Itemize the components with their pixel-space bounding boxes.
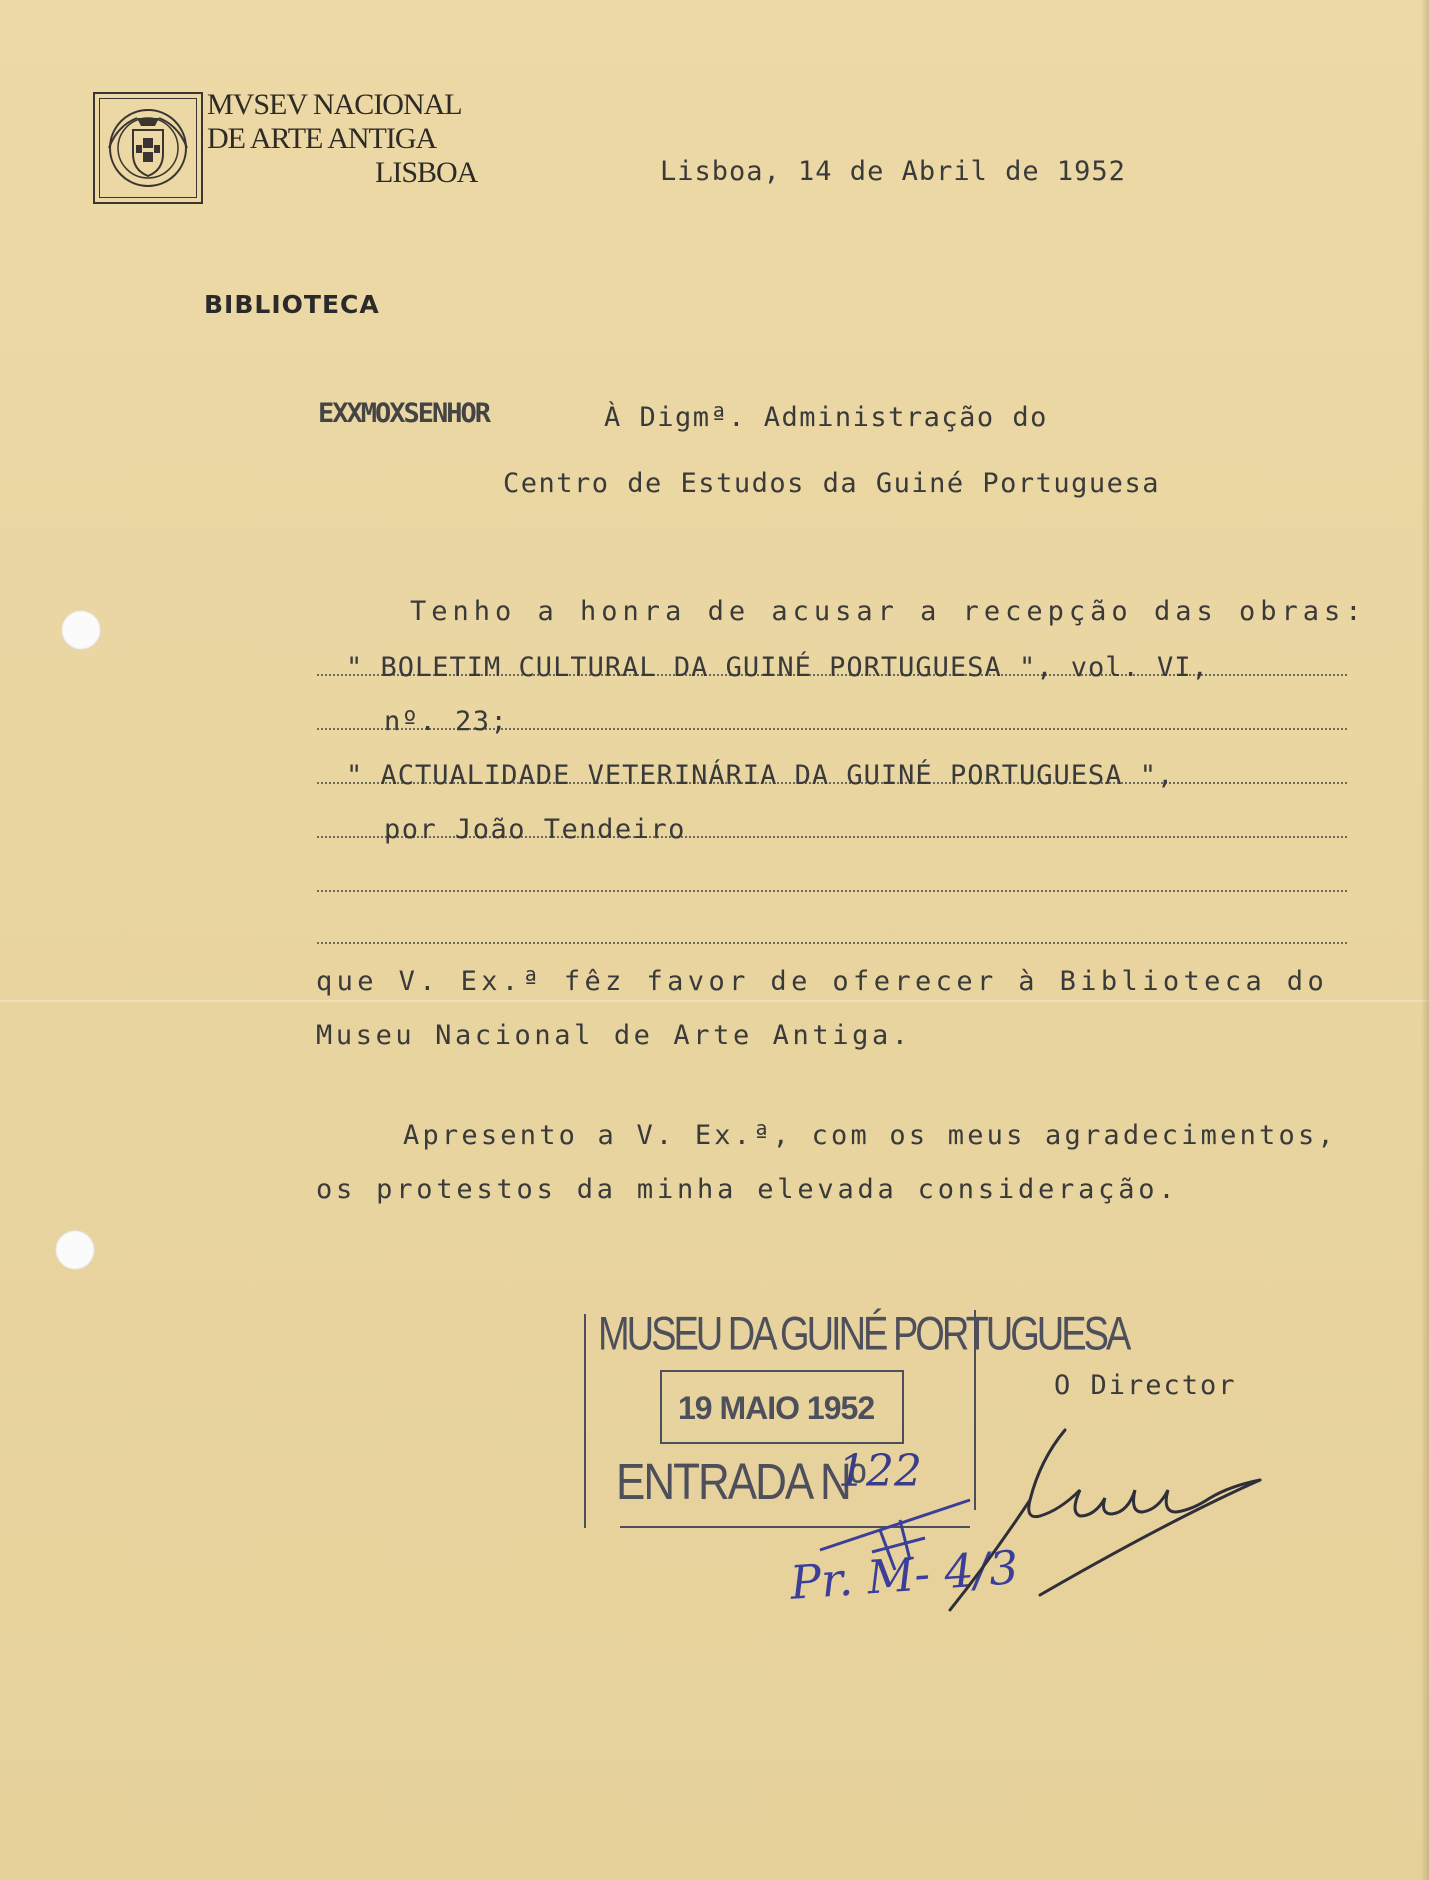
letterhead-line-2: DE ARTE ANTIGA bbox=[207, 122, 437, 155]
closing-1-line-b: Museu Nacional de Arte Antiga. bbox=[316, 1020, 912, 1051]
work-1-title: " BOLETIM CULTURAL DA GUINÉ PORTUGUESA ", vol. VI, bbox=[346, 652, 1209, 683]
dotted-line bbox=[317, 890, 1347, 892]
paper-edge-shadow bbox=[1421, 0, 1429, 1880]
stamp-entry-label: ENTRADA Nº bbox=[616, 1454, 864, 1511]
museum-letterhead bbox=[207, 88, 527, 190]
punch-hole-upper bbox=[61, 610, 101, 650]
signatory-title: O Director bbox=[1054, 1370, 1237, 1401]
punch-hole-lower bbox=[55, 1230, 95, 1270]
intro-text: Tenho a honra de acusar a recepção das obras: bbox=[410, 596, 1367, 627]
dotted-line bbox=[317, 942, 1347, 944]
letterhead-line-1: MVSEV NACIONAL bbox=[207, 88, 462, 121]
work-2-author: por João Tendeiro bbox=[384, 814, 686, 845]
addressee-line-1: À Digmª. Administração do bbox=[604, 402, 1048, 433]
closing-2-line-a: Apresento a V. Ex.ª, com os meus agradecimentos, bbox=[403, 1120, 1337, 1151]
work-2-title: " ACTUALIDADE VETERINÁRIA DA GUINÉ PORTUGUESA ", bbox=[346, 760, 1175, 791]
letterhead-line-3: LISBOA bbox=[375, 156, 478, 189]
stamp-date: 19 MAIO 1952 bbox=[678, 1390, 875, 1426]
coat-of-arms-icon bbox=[93, 92, 203, 204]
paper-fold bbox=[0, 1000, 1429, 1002]
director-signature bbox=[930, 1420, 1270, 1660]
department-heading: BIBLIOTECA bbox=[204, 290, 380, 319]
letter-date: Lisboa, 14 de Abril de 1952 bbox=[660, 156, 1126, 187]
struck-out-salutation: EXXMOXSENHOR bbox=[318, 398, 490, 429]
handwritten-annotation: Pr. M- 4/3 bbox=[788, 1540, 1021, 1610]
closing-1-line-a: que V. Ex.ª fêz favor de oferecer à Biblioteca do bbox=[316, 966, 1329, 997]
stamp-museum-name: MUSEU DA GUINÉ PORTUGUESA bbox=[598, 1308, 1129, 1361]
closing-2-line-b: os protestos da minha elevada consideração. bbox=[316, 1174, 1179, 1205]
stamp-entry-number: 122 bbox=[838, 1446, 922, 1497]
addressee-line-2: Centro de Estudos da Guiné Portuguesa bbox=[503, 468, 1160, 499]
work-1-number: nº. 23; bbox=[384, 706, 509, 737]
